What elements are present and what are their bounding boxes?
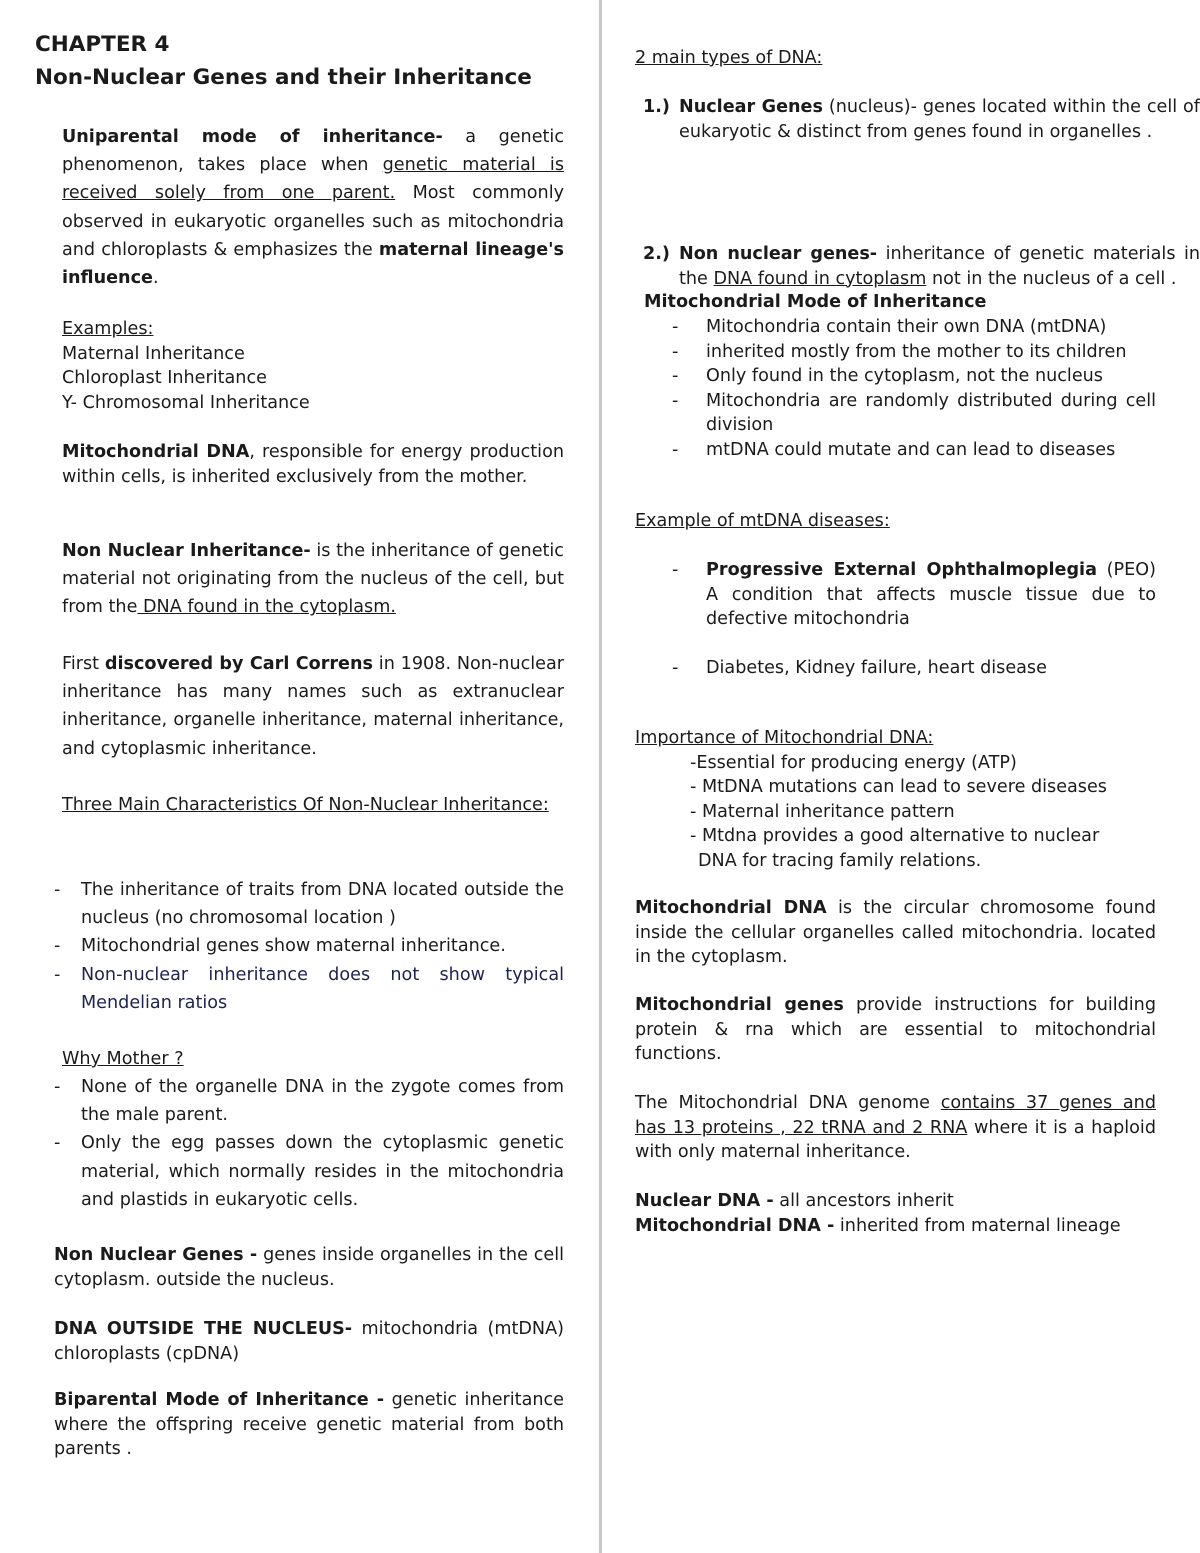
list-item: - Mitochondria are randomly distributed during cell division xyxy=(635,389,1156,438)
mito-mode-list xyxy=(635,315,1156,462)
example-item: Y- Chromosomal Inheritance xyxy=(62,393,310,414)
list-item-continuation: DNA for tracing family relations. xyxy=(698,850,982,871)
right-column xyxy=(635,0,1200,1236)
examples-section xyxy=(62,317,564,416)
mtdna-term: Mitochondrial DNA xyxy=(62,442,250,462)
importance-section xyxy=(635,726,1156,873)
dna-outside-paragraph: DNA OUTSIDE THE NUCLEUS- mitochondria (mtDNA) chloroplasts (cpDNA) xyxy=(54,1319,564,1364)
dna-types-heading: 2 main types of DNA: xyxy=(635,48,823,68)
list-item: - Mtdna provides a good alternative to nuclear xyxy=(690,826,1100,846)
non-nuclear-paragraph: Non Nuclear Inheritance- is the inheritance of genetic material not originating from the nucleus of the cell, but from the DNA found in the cytoplasm. xyxy=(62,541,564,618)
mtdna-paragraph: Mitochondrial DNA, responsible for energy production within cells, is inherited exclusively from the mother. xyxy=(62,442,564,487)
why-mother-list xyxy=(54,1073,564,1214)
biparental-paragraph: Biparental Mode of Inheritance - genetic inheritance where the offspring receive genetic material from both parents . xyxy=(54,1390,564,1459)
importance-heading: Importance of Mitochondrial DNA: xyxy=(635,728,934,748)
list-item: - Only the egg passes down the cytoplasmic genetic material, which normally resides in the mitochondria and plastids in eukaryotic cells. xyxy=(54,1129,564,1214)
chapter-header xyxy=(35,29,575,94)
nuclear-dna-line: Nuclear DNA - all ancestors inherit xyxy=(635,1191,954,1211)
chapter-number: CHAPTER 4 xyxy=(35,32,170,57)
list-item: - mtDNA could mutate and can lead to diseases xyxy=(635,438,1156,463)
examples-heading: Examples: xyxy=(62,319,154,339)
list-item: - inherited mostly from the mother to its children xyxy=(635,340,1156,365)
non-nuclear-genes-item: 2.) Non nuclear genes- inheritance of genetic materials in the DNA found in cytoplasm not in the nucleus of a cell . xyxy=(643,244,1200,289)
list-item: - Mitochondria contain their own DNA (mtDNA) xyxy=(635,315,1156,340)
list-item: - Diabetes, Kidney failure, heart disease xyxy=(635,656,1156,681)
characteristics-heading: Three Main Characteristics Of Non-Nuclear Inheritance: xyxy=(62,795,549,815)
mito-genes-paragraph: Mitochondrial genes provide instructions for building protein & rna which are essential to mitochondrial functions. xyxy=(635,995,1156,1064)
list-item: - Mitochondrial genes show maternal inheritance. xyxy=(54,932,564,960)
non-nuclear-genes-paragraph: Non Nuclear Genes - genes inside organelles in the cell cytoplasm. outside the nucleus. xyxy=(54,1245,565,1290)
mito-mode-heading: Mitochondrial Mode of Inheritance xyxy=(644,292,987,312)
importance-list xyxy=(635,751,1156,874)
list-item: - MtDNA mutations can lead to severe diseases xyxy=(690,777,1107,797)
characteristics-list xyxy=(54,876,564,1017)
list-item: - Non-nuclear inheritance does not show typical Mendelian ratios xyxy=(54,961,564,1017)
nuclear-genes-item: 1.) Nuclear Genes (nucleus)- genes located within the cell of eukaryotic & distinct from genes found in organelles . xyxy=(643,97,1200,142)
mito-dna-line: Mitochondrial DNA - inherited from maternal lineage xyxy=(635,1216,1121,1236)
uniparental-term: Uniparental mode of inheritance- xyxy=(62,127,443,147)
why-mother-heading: Why Mother ? xyxy=(62,1049,184,1069)
list-item: - Maternal inheritance pattern xyxy=(690,801,955,822)
chapter-title: Non-Nuclear Genes and their Inheritance xyxy=(35,65,532,90)
genome-paragraph: The Mitochondrial DNA genome contains 37 genes and has 13 proteins , 22 tRNA and 2 RNA where it is a haploid with only maternal inheritance. xyxy=(635,1093,1156,1162)
diseases-heading: Example of mtDNA diseases: xyxy=(635,511,890,531)
list-item: -Essential for producing energy (ATP) xyxy=(690,752,1017,773)
uniparental-paragraph: Uniparental mode of inheritance- a genetic phenomenon, takes place when genetic material is received solely from one parent. Most commonly observed in eukaryotic organelles such as mitochondria and chloroplasts & emphasizes the maternal lineage's influence. xyxy=(62,127,564,289)
list-item: - None of the organelle DNA in the zygote comes from the male parent. xyxy=(54,1073,564,1129)
list-item: - Only found in the cytoplasm, not the nucleus xyxy=(635,364,1156,389)
list-item: - The inheritance of traits from DNA located outside the nucleus (no chromosomal location ) xyxy=(54,876,564,932)
discovered-paragraph: First discovered by Carl Correns in 1908. Non-nuclear inheritance has many names such as extranuclear inheritance, organelle inheritance, maternal inheritance, and cytoplasmic inheritance. xyxy=(62,654,564,759)
example-item: Chloroplast Inheritance xyxy=(62,368,267,389)
list-item: - Progressive External Ophthalmoplegia (PEO) A condition that affects muscle tissue due to defective mitochondria xyxy=(635,558,1156,632)
non-nuclear-term: Non Nuclear Inheritance- xyxy=(62,541,311,561)
diseases-list xyxy=(635,558,1156,680)
example-item: Maternal Inheritance xyxy=(62,343,245,364)
mtdna-definition: Mitochondrial DNA is the circular chromosome found inside the cellular organelles called mitochondria. located in the cytoplasm. xyxy=(635,898,1156,967)
column-divider xyxy=(599,0,602,1553)
